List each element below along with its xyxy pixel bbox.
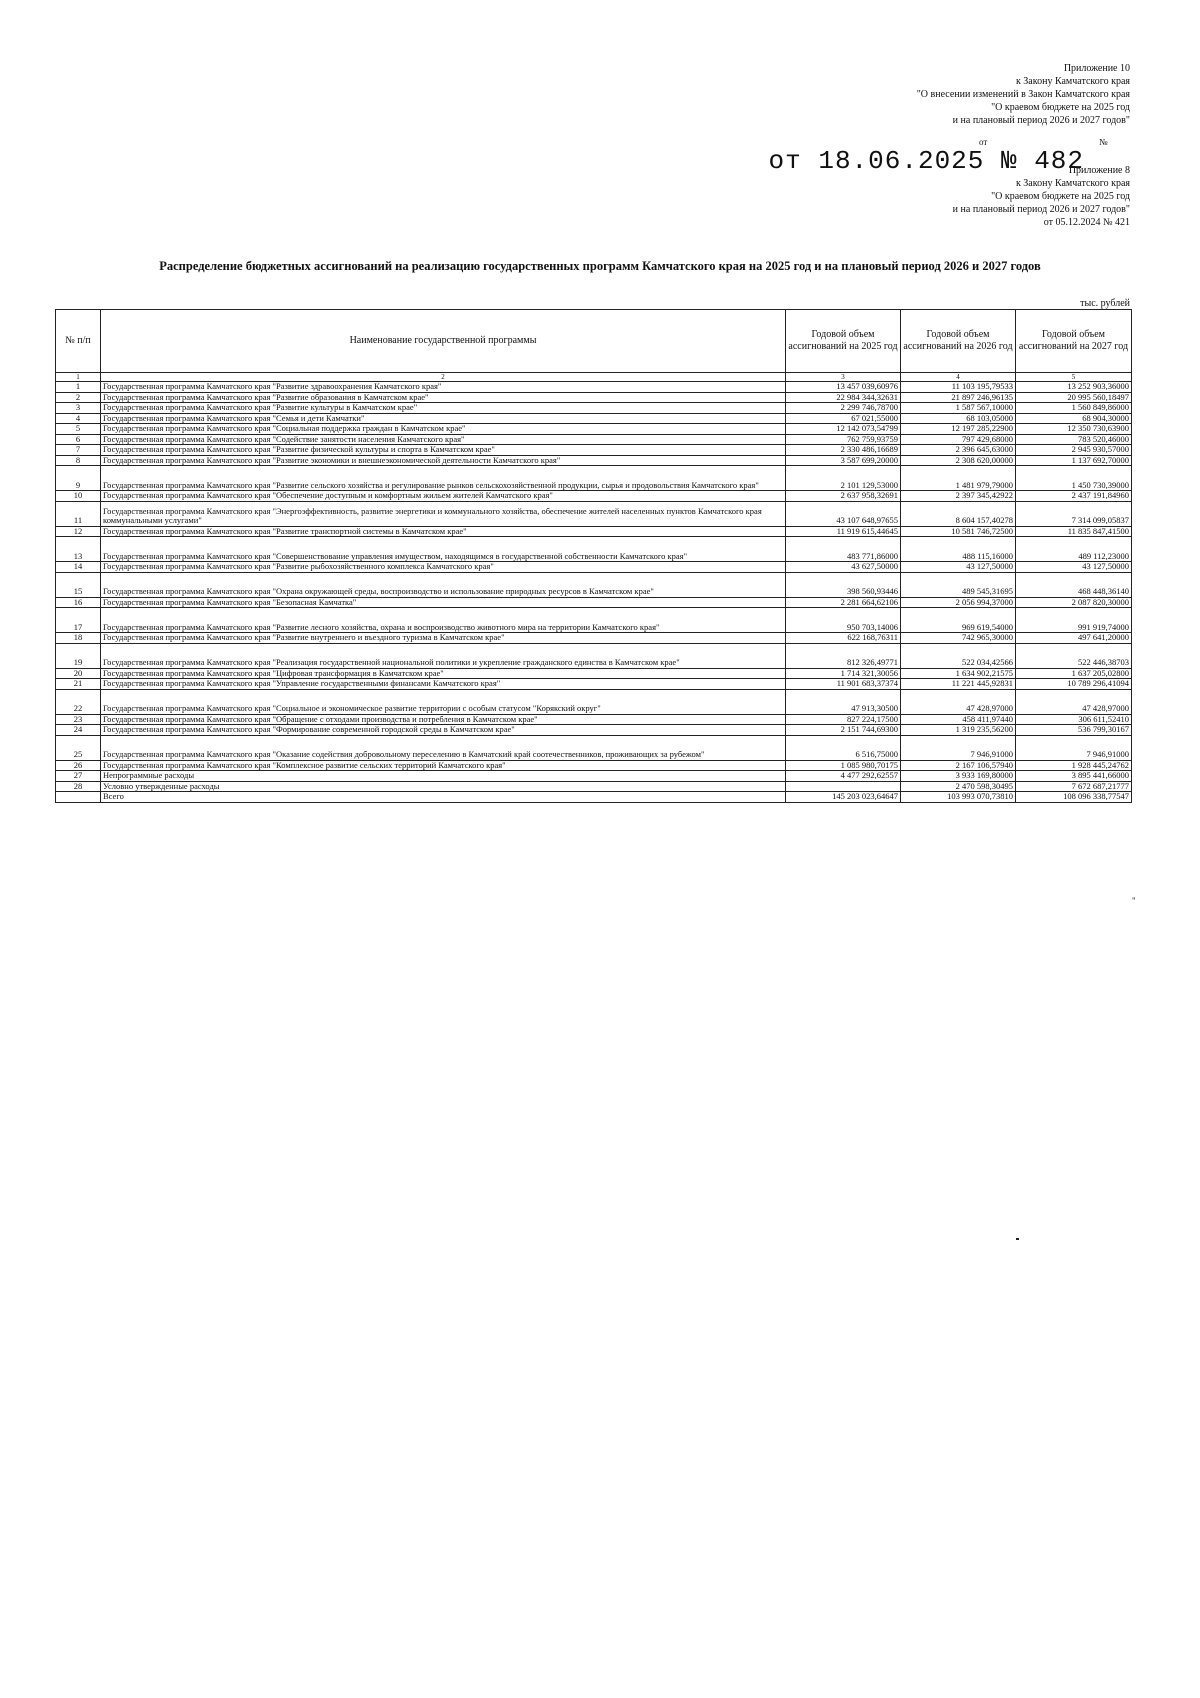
value-2027: 3 895 441,66000 bbox=[1016, 771, 1132, 782]
table-row bbox=[56, 572, 1132, 597]
program-name: Государственная программа Камчатского края "Содействие занятости населения Камчатского края" bbox=[101, 434, 786, 445]
value-2026: 43 127,50000 bbox=[901, 562, 1016, 573]
value-2025: 11 919 615,44645 bbox=[786, 526, 901, 537]
value-2026: 2 470 598,30495 bbox=[901, 781, 1016, 792]
row-number: 3 bbox=[56, 403, 101, 414]
value-2026: 488 115,16000 bbox=[901, 537, 1016, 562]
header-line: от 05.12.2024 № 421 bbox=[1043, 217, 1130, 228]
program-name: Государственная программа Камчатского края "Развитие внутреннего и въездного туризма в Камчатском крае" bbox=[101, 633, 786, 644]
table-row bbox=[56, 434, 1132, 445]
value-2025: 812 326,49771 bbox=[786, 643, 901, 668]
row-number: 24 bbox=[56, 725, 101, 736]
value-2027: 7 314 099,05837 bbox=[1016, 501, 1132, 526]
row-number: 20 bbox=[56, 668, 101, 679]
header-line: "О краевом бюджете на 2025 год bbox=[991, 102, 1130, 113]
table-row bbox=[56, 501, 1132, 526]
row-number: 17 bbox=[56, 608, 101, 633]
value-2025: 2 151 744,69300 bbox=[786, 725, 901, 736]
value-2026: 12 197 285,22900 bbox=[901, 424, 1016, 435]
value-2027: 2 437 191,84960 bbox=[1016, 491, 1132, 502]
program-name: Государственная программа Камчатского края "Семья и дети Камчатки" bbox=[101, 413, 786, 424]
stamp-ot-label: от bbox=[979, 137, 988, 147]
row-number: 9 bbox=[56, 466, 101, 491]
table-row bbox=[56, 597, 1132, 608]
scan-speck bbox=[1016, 1238, 1019, 1240]
program-name: Государственная программа Камчатского края "Охрана окружающей среды, воспроизводство и использование природных ресурсов в Камчатском крае" bbox=[101, 572, 786, 597]
value-2027: 1 928 445,24762 bbox=[1016, 760, 1132, 771]
program-name: Государственная программа Камчатского края "Управление государственными финансами Камчатского края" bbox=[101, 679, 786, 690]
row-number: 14 bbox=[56, 562, 101, 573]
value-2027: 43 127,50000 bbox=[1016, 562, 1132, 573]
value-2026: 47 428,97000 bbox=[901, 689, 1016, 714]
table-row bbox=[56, 792, 1132, 803]
value-2026: 1 587 567,10000 bbox=[901, 403, 1016, 414]
value-2027: 489 112,23000 bbox=[1016, 537, 1132, 562]
value-2027: 7 946,91000 bbox=[1016, 735, 1132, 760]
table-row bbox=[56, 771, 1132, 782]
index-cell: 2 bbox=[101, 373, 786, 382]
value-2025: 13 457 039,60976 bbox=[786, 382, 901, 393]
row-number: 1 bbox=[56, 382, 101, 393]
table-row bbox=[56, 714, 1132, 725]
table-row bbox=[56, 413, 1132, 424]
program-name: Государственная программа Камчатского края "Развитие здравоохранения Камчатского края" bbox=[101, 382, 786, 393]
value-2027: 12 350 730,63900 bbox=[1016, 424, 1132, 435]
value-2027: 13 252 903,36000 bbox=[1016, 382, 1132, 393]
value-2026: 797 429,68000 bbox=[901, 434, 1016, 445]
index-cell: 5 bbox=[1016, 373, 1132, 382]
value-2027: 11 835 847,41500 bbox=[1016, 526, 1132, 537]
document-title: Распределение бюджетных ассигнований на реализацию государственных программ Камчатского края на 2025 год и на плановый период 2026 и 2027 годов bbox=[159, 259, 1041, 273]
value-2027: 2 087 820,30000 bbox=[1016, 597, 1132, 608]
program-name: Государственная программа Камчатского края "Реализация государственной национальной политики и укрепление гражданского единства в Камчатском крае" bbox=[101, 643, 786, 668]
col-header-2027: Годовой объем ассигнований на 2027 год bbox=[1016, 310, 1132, 373]
value-2025: 622 168,76311 bbox=[786, 633, 901, 644]
value-2027: 1 560 849,86000 bbox=[1016, 403, 1132, 414]
program-name: Государственная программа Камчатского края "Совершенствование управления имуществом, находящимся в государственной собственности Камчатского края" bbox=[101, 537, 786, 562]
value-2027: 468 448,36140 bbox=[1016, 572, 1132, 597]
value-2027: 306 611,52410 bbox=[1016, 714, 1132, 725]
row-number: 6 bbox=[56, 434, 101, 445]
row-number: 19 bbox=[56, 643, 101, 668]
program-name: Государственная программа Камчатского края "Развитие рыбохозяйственного комплекса Камчатского края" bbox=[101, 562, 786, 573]
header-line: и на плановый период 2026 и 2027 годов" bbox=[952, 115, 1130, 126]
value-2025 bbox=[786, 781, 901, 792]
table-row bbox=[56, 735, 1132, 760]
value-2026: 11 221 445,92831 bbox=[901, 679, 1016, 690]
value-2027: 7 672 687,21777 bbox=[1016, 781, 1132, 792]
value-2025: 6 516,75000 bbox=[786, 735, 901, 760]
value-2026: 2 396 645,63000 bbox=[901, 445, 1016, 456]
header-line: "О краевом бюджете на 2025 год bbox=[991, 191, 1130, 202]
value-2025: 483 771,86000 bbox=[786, 537, 901, 562]
row-number: 12 bbox=[56, 526, 101, 537]
row-number: 21 bbox=[56, 679, 101, 690]
program-name: Государственная программа Камчатского края "Развитие лесного хозяйства, охрана и воспроизводство животного мира на территории Камчатского края" bbox=[101, 608, 786, 633]
value-2027: 1 137 692,70000 bbox=[1016, 455, 1132, 466]
value-2025: 1 714 321,30056 bbox=[786, 668, 901, 679]
row-number: 13 bbox=[56, 537, 101, 562]
index-cell: 4 bbox=[901, 373, 1016, 382]
program-name: Государственная программа Камчатского края "Энергоэффективность, развитие энергетики и коммунального хозяйства, обеспечение жителей населенных пунктов Камчатского края коммунальными услугами" bbox=[101, 501, 786, 526]
value-2026: 21 897 246,96135 bbox=[901, 392, 1016, 403]
value-2025: 762 759,93759 bbox=[786, 434, 901, 445]
units-label: тыс. рублей bbox=[1080, 298, 1130, 309]
index-cell: 1 bbox=[56, 373, 101, 382]
table-row bbox=[56, 781, 1132, 792]
appendix-header-bottom bbox=[953, 164, 1130, 229]
program-name: Условно утвержденные расходы bbox=[101, 781, 786, 792]
table-row bbox=[56, 633, 1132, 644]
program-name: Государственная программа Камчатского края "Социальная поддержка граждан в Камчатском крае" bbox=[101, 424, 786, 435]
program-name: Государственная программа Камчатского края "Комплексное развитие сельских территорий Камчатского края" bbox=[101, 760, 786, 771]
table-row bbox=[56, 491, 1132, 502]
value-2025: 4 477 292,62557 bbox=[786, 771, 901, 782]
value-2025: 950 703,14006 bbox=[786, 608, 901, 633]
program-name: Государственная программа Камчатского края "Развитие физической культуры и спорта в Камчатском крае" bbox=[101, 445, 786, 456]
value-2025: 2 281 664,62106 bbox=[786, 597, 901, 608]
table-row bbox=[56, 725, 1132, 736]
value-2025: 43 627,50000 bbox=[786, 562, 901, 573]
value-2027: 47 428,97000 bbox=[1016, 689, 1132, 714]
value-2026: 489 545,31695 bbox=[901, 572, 1016, 597]
value-2026: 2 308 620,00000 bbox=[901, 455, 1016, 466]
value-2027: 1 637 205,02800 bbox=[1016, 668, 1132, 679]
appendix-header-top bbox=[917, 62, 1130, 127]
row-number: 25 bbox=[56, 735, 101, 760]
value-2026: 103 993 070,73810 bbox=[901, 792, 1016, 803]
value-2027: 2 945 930,57000 bbox=[1016, 445, 1132, 456]
value-2026: 7 946,91000 bbox=[901, 735, 1016, 760]
date-number-stamp: от 18.06.2025 № 482 bbox=[768, 146, 1084, 176]
table-row bbox=[56, 526, 1132, 537]
value-2027: 20 995 560,18497 bbox=[1016, 392, 1132, 403]
value-2027: 522 446,38703 bbox=[1016, 643, 1132, 668]
row-number: 15 bbox=[56, 572, 101, 597]
row-number: 2 bbox=[56, 392, 101, 403]
value-2026: 969 619,54000 bbox=[901, 608, 1016, 633]
value-2026: 2 397 345,42922 bbox=[901, 491, 1016, 502]
col-header-num: № п/п bbox=[56, 310, 101, 373]
value-2027: 1 450 730,39000 bbox=[1016, 466, 1132, 491]
table-row bbox=[56, 392, 1132, 403]
value-2025: 1 085 980,70175 bbox=[786, 760, 901, 771]
row-number: 5 bbox=[56, 424, 101, 435]
value-2026: 11 103 195,79533 bbox=[901, 382, 1016, 393]
value-2025: 2 330 486,16689 bbox=[786, 445, 901, 456]
row-number: 18 bbox=[56, 633, 101, 644]
col-header-2026: Годовой объем ассигнований на 2026 год bbox=[901, 310, 1016, 373]
program-name: Государственная программа Камчатского края "Формирование современной городской среды в Камчатском крае" bbox=[101, 725, 786, 736]
header-line: Приложение 10 bbox=[1063, 63, 1130, 74]
row-number: 8 bbox=[56, 455, 101, 466]
value-2027: 10 789 296,41094 bbox=[1016, 679, 1132, 690]
table-row bbox=[56, 668, 1132, 679]
program-name: Государственная программа Камчатского края "Цифровая трансформация в Камчатском крае" bbox=[101, 668, 786, 679]
value-2027: 497 641,20000 bbox=[1016, 633, 1132, 644]
table-row bbox=[56, 608, 1132, 633]
value-2026: 522 034,42566 bbox=[901, 643, 1016, 668]
header-line: к Закону Камчатского края bbox=[1015, 178, 1130, 189]
program-name: Государственная программа Камчатского края "Оказание содействия добровольному переселению в Камчатский край соотечественников, проживающих за рубежом" bbox=[101, 735, 786, 760]
header-line: и на плановый период 2026 и 2027 годов" bbox=[952, 204, 1130, 215]
program-name: Государственная программа Камчатского края "Обращение с отходами производства и потребления в Камчатском крае" bbox=[101, 714, 786, 725]
closing-quote-mark: " bbox=[1132, 896, 1136, 906]
table-body bbox=[56, 382, 1132, 803]
table-row bbox=[56, 679, 1132, 690]
value-2026: 68 103,05000 bbox=[901, 413, 1016, 424]
col-header-2025: Годовой объем ассигнований на 2025 год bbox=[786, 310, 901, 373]
row-number: 28 bbox=[56, 781, 101, 792]
program-name: Государственная программа Камчатского края "Развитие культуры в Камчатском крае" bbox=[101, 403, 786, 414]
value-2026: 1 481 979,79000 bbox=[901, 466, 1016, 491]
row-number bbox=[56, 792, 101, 803]
table-row bbox=[56, 403, 1132, 414]
program-name: Государственная программа Камчатского края "Развитие экономики и внешнеэкономической деятельности Камчатского края" bbox=[101, 455, 786, 466]
value-2025: 43 107 648,97655 bbox=[786, 501, 901, 526]
stamp-no-label: № bbox=[1099, 137, 1108, 147]
value-2027: 783 520,46000 bbox=[1016, 434, 1132, 445]
value-2026: 3 933 169,80000 bbox=[901, 771, 1016, 782]
value-2025: 11 901 683,37374 bbox=[786, 679, 901, 690]
header-line: Приложение 8 bbox=[1068, 165, 1130, 176]
value-2025: 827 224,17500 bbox=[786, 714, 901, 725]
value-2027: 991 919,74000 bbox=[1016, 608, 1132, 633]
program-name: Государственная программа Камчатского края "Развитие сельского хозяйства и регулирование рынков сельскохозяйственной продукции, сырья и продовольствия Камчатского края" bbox=[101, 466, 786, 491]
row-number: 10 bbox=[56, 491, 101, 502]
value-2025: 12 142 073,54799 bbox=[786, 424, 901, 435]
table-row bbox=[56, 445, 1132, 456]
program-name: Непрограммные расходы bbox=[101, 771, 786, 782]
value-2025: 3 587 699,20000 bbox=[786, 455, 901, 466]
value-2026: 8 604 157,40278 bbox=[901, 501, 1016, 526]
table-row bbox=[56, 424, 1132, 435]
program-name: Государственная программа Камчатского края "Социальное и экономическое развитие территории с особым статусом "Корякский округ" bbox=[101, 689, 786, 714]
row-number: 26 bbox=[56, 760, 101, 771]
table-row bbox=[56, 760, 1132, 771]
header-line: к Закону Камчатского края bbox=[1015, 76, 1130, 87]
table-row bbox=[56, 689, 1132, 714]
row-number: 16 bbox=[56, 597, 101, 608]
row-number: 22 bbox=[56, 689, 101, 714]
value-2027: 536 799,30167 bbox=[1016, 725, 1132, 736]
value-2027: 68 904,30000 bbox=[1016, 413, 1132, 424]
value-2025: 398 560,93446 bbox=[786, 572, 901, 597]
table-row bbox=[56, 455, 1132, 466]
program-name: Государственная программа Камчатского края "Развитие транспортной системы в Камчатском крае" bbox=[101, 526, 786, 537]
table-row bbox=[56, 382, 1132, 393]
value-2025: 67 021,55000 bbox=[786, 413, 901, 424]
index-cell: 3 bbox=[786, 373, 901, 382]
row-number: 27 bbox=[56, 771, 101, 782]
row-number: 4 bbox=[56, 413, 101, 424]
table-row bbox=[56, 537, 1132, 562]
value-2026: 458 411,97440 bbox=[901, 714, 1016, 725]
budget-table bbox=[55, 309, 1132, 803]
value-2025: 47 913,30500 bbox=[786, 689, 901, 714]
col-header-name: Наименование государственной программы bbox=[101, 310, 786, 373]
value-2026: 742 965,30000 bbox=[901, 633, 1016, 644]
table-row bbox=[56, 643, 1132, 668]
program-name: Государственная программа Камчатского края "Безопасная Камчатка" bbox=[101, 597, 786, 608]
value-2025: 2 101 129,53000 bbox=[786, 466, 901, 491]
value-2025: 2 637 958,32691 bbox=[786, 491, 901, 502]
program-name: Всего bbox=[101, 792, 786, 803]
row-number: 7 bbox=[56, 445, 101, 456]
table-row bbox=[56, 562, 1132, 573]
table-row bbox=[56, 466, 1132, 491]
value-2026: 1 634 902,21575 bbox=[901, 668, 1016, 679]
value-2027: 108 096 338,77547 bbox=[1016, 792, 1132, 803]
value-2026: 2 056 994,37000 bbox=[901, 597, 1016, 608]
value-2025: 22 984 344,32631 bbox=[786, 392, 901, 403]
value-2025: 145 203 023,64647 bbox=[786, 792, 901, 803]
value-2026: 10 581 746,72500 bbox=[901, 526, 1016, 537]
value-2026: 1 319 235,56200 bbox=[901, 725, 1016, 736]
program-name: Государственная программа Камчатского края "Развитие образования в Камчатском крае" bbox=[101, 392, 786, 403]
program-name: Государственная программа Камчатского края "Обеспечение доступным и комфортным жильем жителей Камчатского края" bbox=[101, 491, 786, 502]
value-2026: 2 167 106,57940 bbox=[901, 760, 1016, 771]
value-2025: 2 299 746,78700 bbox=[786, 403, 901, 414]
header-line: "О внесении изменений в Закон Камчатского края bbox=[916, 89, 1130, 100]
row-number: 11 bbox=[56, 501, 101, 526]
row-number: 23 bbox=[56, 714, 101, 725]
